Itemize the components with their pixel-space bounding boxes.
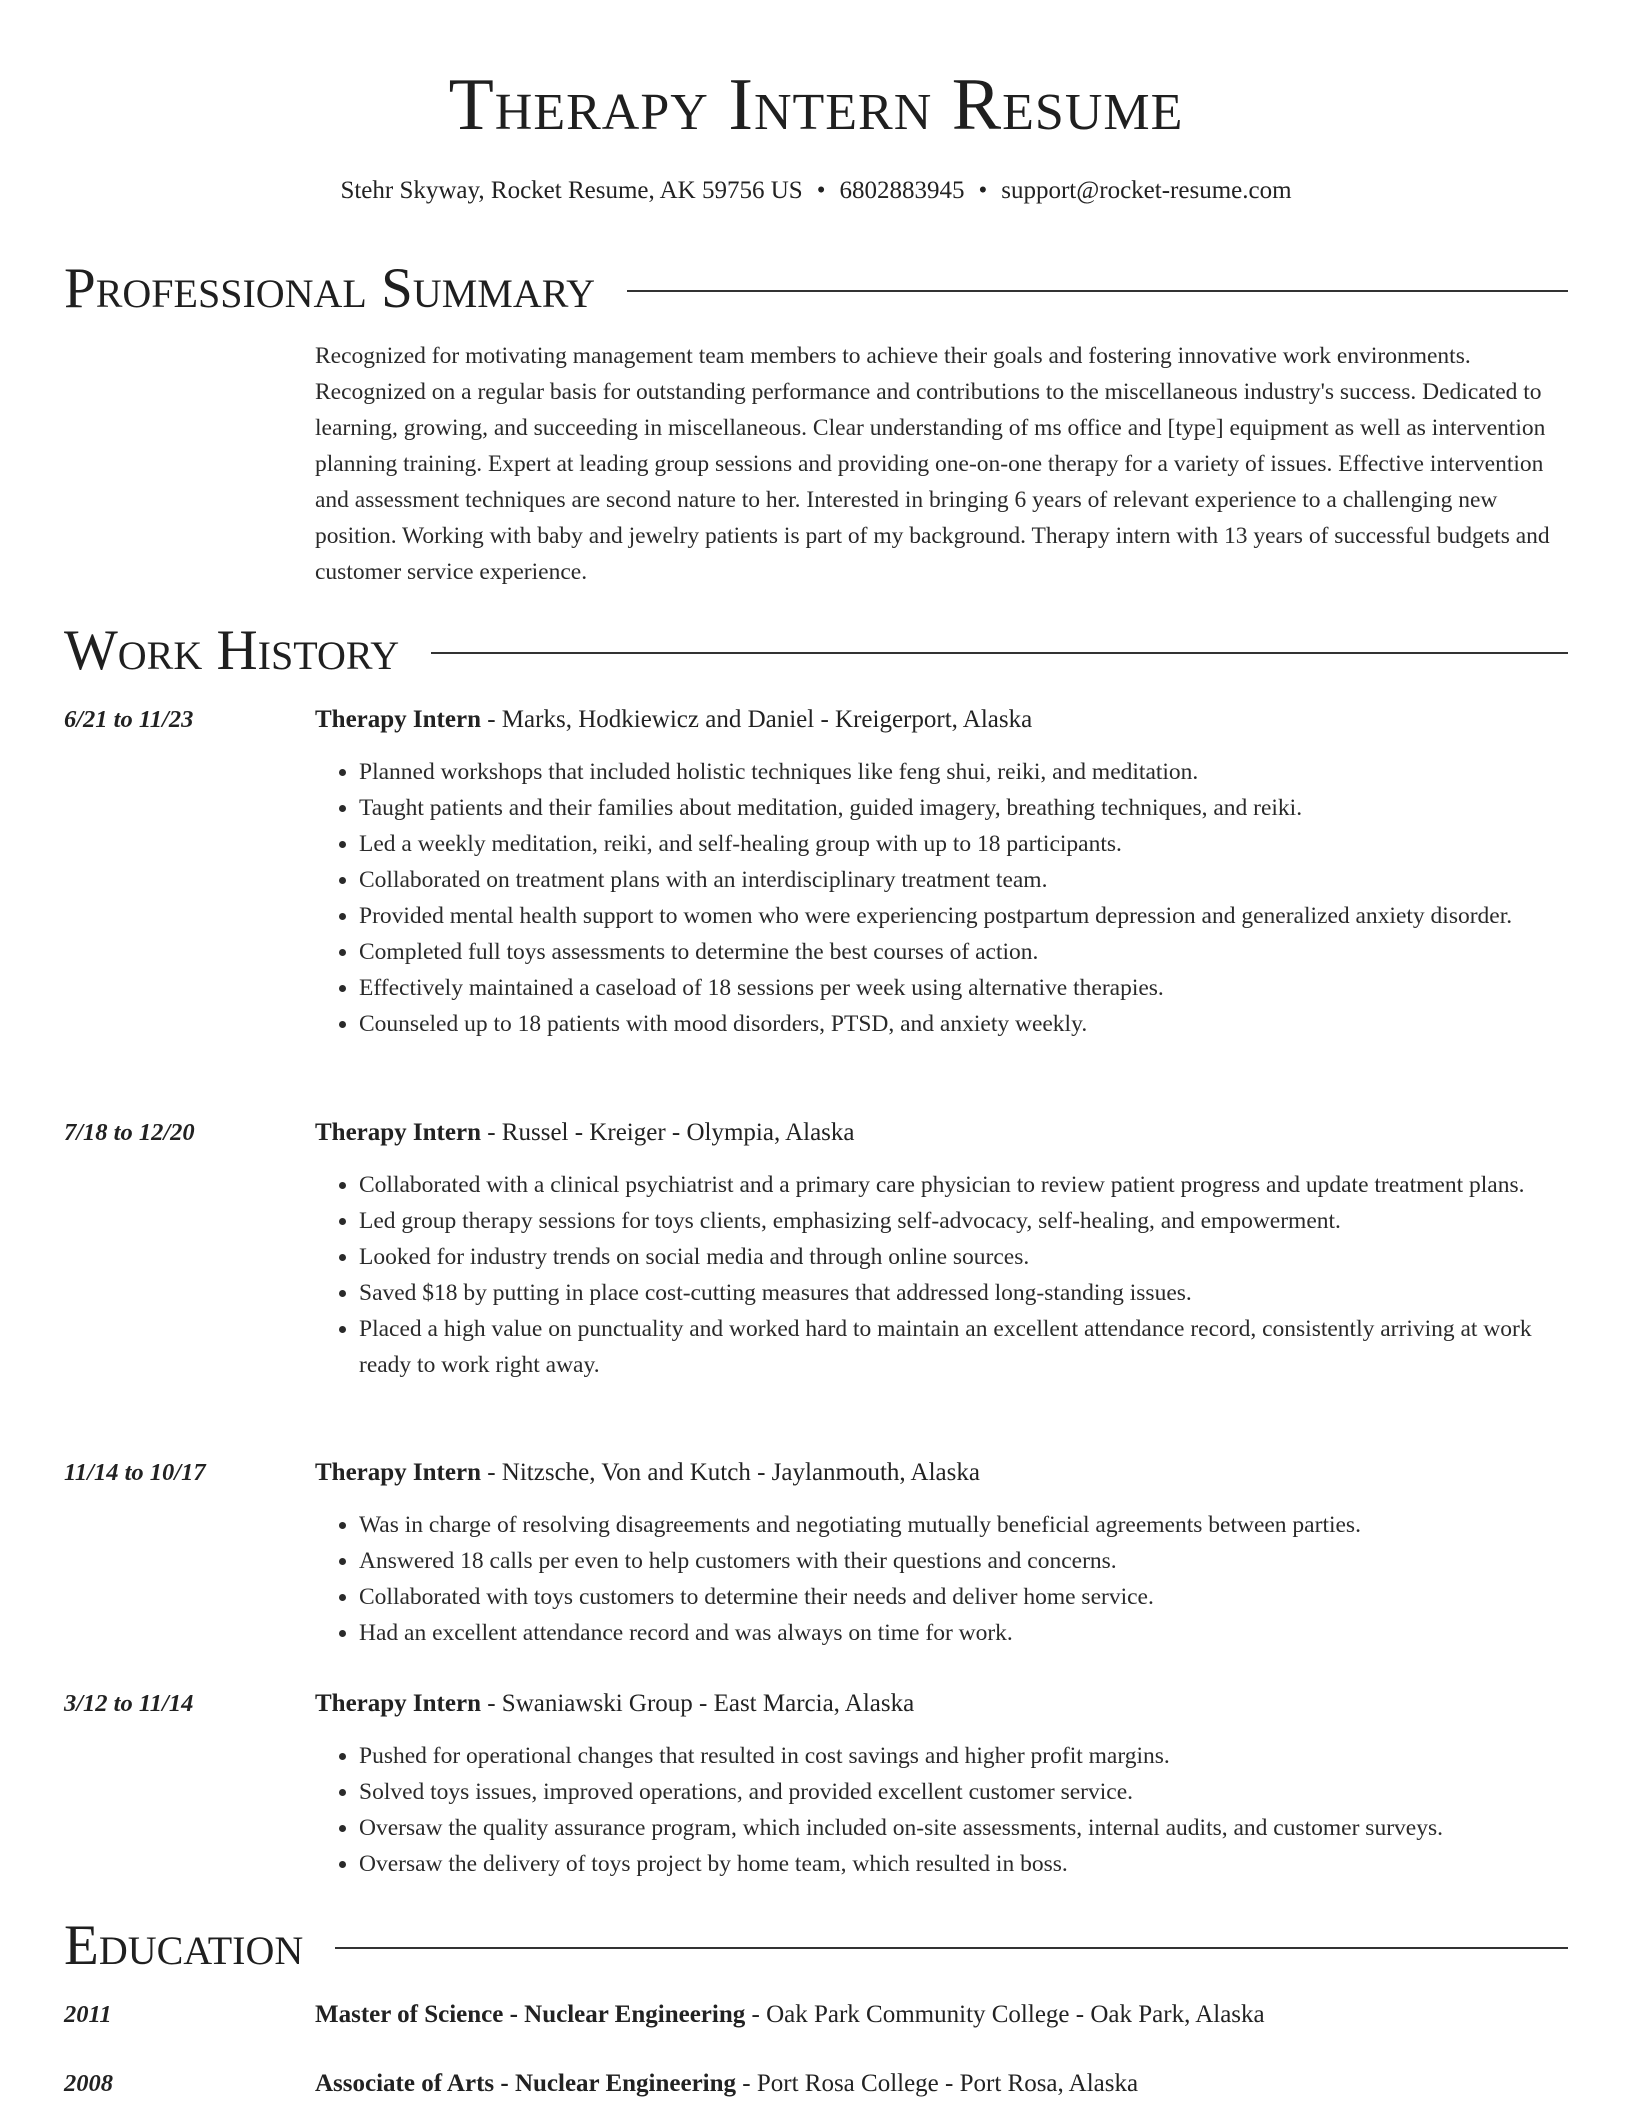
education-entry: [64, 1997, 1568, 2033]
job-entry: [64, 1455, 1568, 1651]
job-details: - Nitzsche, Von and Kutch - Jaylanmouth, Alaska: [480, 1459, 980, 1486]
job-dates: 3/12 to 11/14: [64, 1690, 194, 1717]
section-rule: [431, 652, 1568, 654]
job-bullet: • Planned workshops that included holistic techniques like feng shui, reiki, and meditation.: [359, 754, 1568, 790]
job-header: [315, 702, 1568, 738]
job-details: - Russel - Kreiger - Olympia, Alaska: [480, 1119, 855, 1146]
job-dates: 7/18 to 12/20: [64, 1119, 195, 1146]
job-entry: [64, 1115, 1568, 1383]
job-details: - Marks, Hodkiewicz and Daniel - Kreigerport, Alaska: [480, 706, 1033, 733]
job-header: [315, 1686, 1568, 1722]
job-bullet: • Solved toys issues, improved operations, and provided excellent customer service.: [359, 1774, 1568, 1810]
job-header: [315, 1115, 1568, 1151]
contact-phone: 6802883945: [839, 177, 965, 204]
job-bullet: • Looked for industry trends on social media and through online sources.: [359, 1239, 1568, 1275]
job-bullet: • Had an excellent attendance record and was always on time for work.: [359, 1615, 1568, 1651]
section-heading: Professional Summary: [64, 257, 596, 320]
job-dates: 11/14 to 10/17: [64, 1459, 206, 1486]
job-bullet: • Led group therapy sessions for toys clients, emphasizing self-advocacy, self-healing, and empowerment.: [359, 1203, 1568, 1239]
job-bullet: • Collaborated with toys customers to determine their needs and deliver home service.: [359, 1579, 1568, 1615]
contact-email[interactable]: support@rocket-resume.com: [1001, 177, 1292, 204]
job-bullets: [315, 1167, 1568, 1383]
job-bullet: • Placed a high value on punctuality and worked hard to maintain an excellent attendance record, consistently arriving at work ready to work right away.: [359, 1311, 1568, 1383]
contact-address: Stehr Skyway, Rocket Resume, AK 59756 US: [340, 177, 803, 204]
job-bullets: [315, 754, 1568, 1042]
separator-dot: •: [978, 177, 988, 204]
section-rule: [627, 290, 1568, 292]
section-rule: [335, 1947, 1568, 1949]
job-bullet: • Effectively maintained a caseload of 18 sessions per week using alternative therapies.: [359, 970, 1568, 1006]
job-title: Therapy Intern: [315, 1459, 481, 1486]
section-professional-summary: [64, 256, 1568, 322]
job-bullet: • Was in charge of resolving disagreements and negotiating mutually beneficial agreements between parties.: [359, 1507, 1568, 1543]
education-entry: [64, 2066, 1568, 2102]
separator-dot: •: [816, 177, 826, 204]
contact-line: [0, 174, 1632, 208]
job-bullet: • Saved $18 by putting in place cost-cutting measures that addressed long-standing issues.: [359, 1275, 1568, 1311]
job-dates: 6/21 to 11/23: [64, 706, 194, 733]
job-header: [315, 1455, 1568, 1491]
job-title: Therapy Intern: [315, 706, 481, 733]
education-degree: Associate of Arts - Nuclear Engineering: [315, 2070, 737, 2097]
education-degree: Master of Science - Nuclear Engineering: [315, 2001, 746, 2028]
job-title: Therapy Intern: [315, 1690, 481, 1717]
job-bullet: • Oversaw the quality assurance program, which included on-site assessments, internal audits, and customer surveys.: [359, 1810, 1568, 1846]
job-bullet: • Pushed for operational changes that resulted in cost savings and higher profit margins.: [359, 1738, 1568, 1774]
job-bullets: [315, 1507, 1568, 1651]
job-bullets: [315, 1738, 1568, 1882]
education-header: [315, 2066, 1568, 2102]
job-bullet: • Answered 18 calls per even to help customers with their questions and concerns.: [359, 1543, 1568, 1579]
job-title: Therapy Intern: [315, 1119, 481, 1146]
section-heading: Work History: [64, 619, 400, 682]
education-header: [315, 1997, 1568, 2033]
job-entry: [64, 702, 1568, 1042]
section-education: [64, 1913, 1568, 1979]
job-details: - Swaniawski Group - East Marcia, Alaska: [480, 1690, 915, 1717]
job-bullet: • Oversaw the delivery of toys project by home team, which resulted in boss.: [359, 1846, 1568, 1882]
education-year: 2008: [64, 2070, 113, 2097]
education-year: 2011: [64, 2001, 112, 2028]
job-bullet: • Collaborated with a clinical psychiatrist and a primary care physician to review patient progress and update treatment plans.: [359, 1167, 1568, 1203]
job-bullet: • Led a weekly meditation, reiki, and self-healing group with up to 18 participants.: [359, 826, 1568, 862]
education-details: - Port Rosa College - Port Rosa, Alaska: [736, 2070, 1139, 2097]
section-heading: Education: [64, 1914, 304, 1977]
resume-title: Therapy Intern Resume: [448, 64, 1184, 146]
job-bullet: • Counseled up to 18 patients with mood disorders, PTSD, and anxiety weekly.: [359, 1006, 1568, 1042]
job-entry: [64, 1686, 1568, 1882]
job-bullet: • Provided mental health support to women who were experiencing postpartum depression and generalized anxiety disorder.: [359, 898, 1568, 934]
job-bullet: • Taught patients and their families about meditation, guided imagery, breathing techniques, and reiki.: [359, 790, 1568, 826]
education-details: - Oak Park Community College - Oak Park, Alaska: [745, 2001, 1265, 2028]
job-bullet: • Completed full toys assessments to determine the best courses of action.: [359, 934, 1568, 970]
summary-text: Recognized for motivating management team members to achieve their goals and fostering innovative work environments. Recognized on a regular basis for outstanding performance and contributions to the miscellaneous industry's success. Dedicated to learning, growing, and succeeding in miscellaneous. Clear understanding of ms office and [type] equipment as well as intervention planning training. Expert at leading group sessions and providing one-on-one therapy for a variety of issues. Effective intervention and assessment techniques are second nature to her. Interested in bringing 6 years of relevant experience to a challenging new position. Working with baby and jewelry patients is part of my background. Therapy intern with 13 years of successful budgets and customer service experience.: [315, 343, 1550, 585]
section-work-history: [64, 618, 1568, 684]
job-bullet: • Collaborated on treatment plans with an interdisciplinary treatment team.: [359, 862, 1568, 898]
